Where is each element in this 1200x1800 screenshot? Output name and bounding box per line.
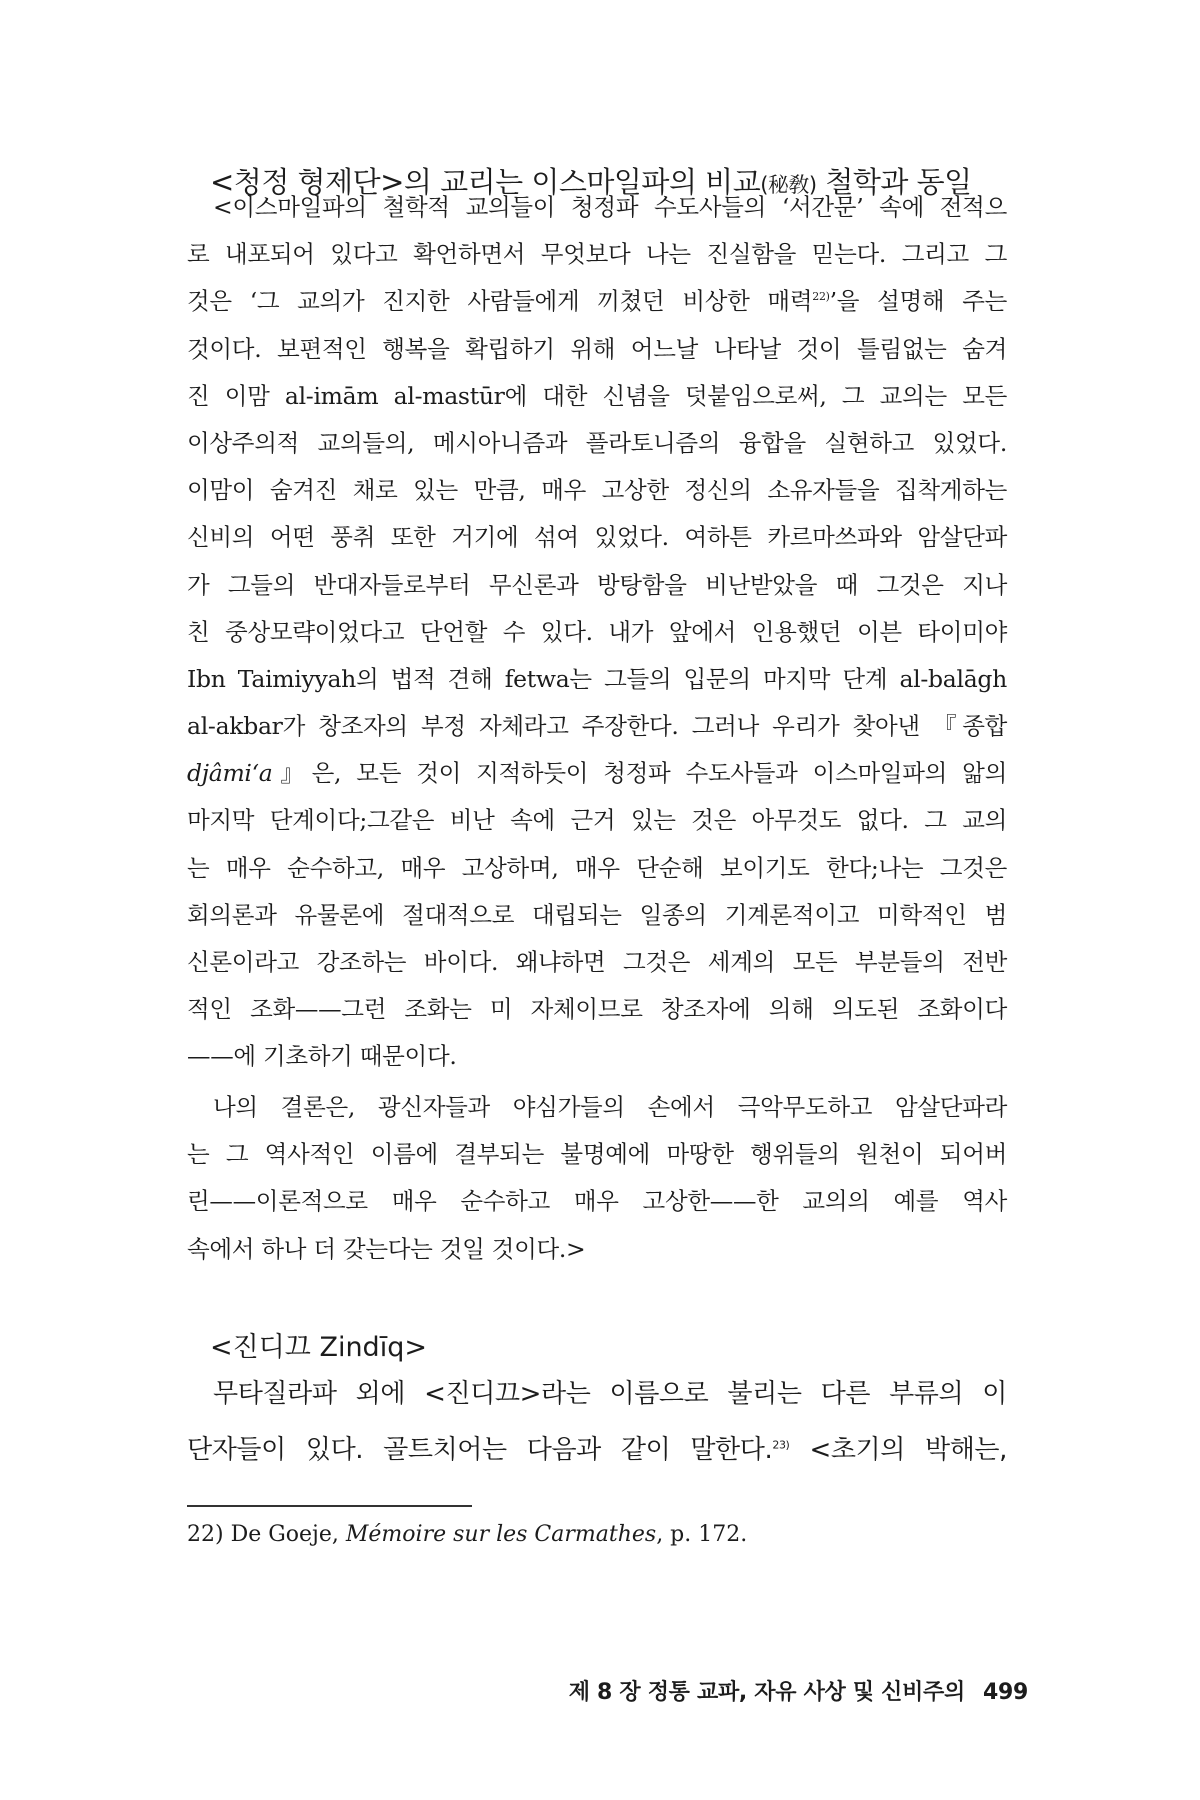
text-line: djâmi‘a』은, 모든 것이 지적하듯이 청정파 수도사들과 이스마일파의 앎의 — [187, 759, 1007, 788]
text-line: ——에 기초하기 때문이다. — [187, 1042, 457, 1071]
page-number: 499 — [982, 1680, 1028, 1705]
heading-text-end: 철학과 동일 — [816, 165, 972, 199]
text-line: 는 그 역사적인 이름에 결부되는 불명예에 마땅한 행위들의 원천이 되어버 — [187, 1140, 1007, 1169]
running-footer — [468, 1675, 1028, 1706]
text-line: 마지막 단계이다;그같은 비난 속에 근거 있는 것은 아무것도 없다. 그 교의 — [187, 806, 1007, 835]
heading-hanja: (秘敎) — [760, 173, 817, 197]
footnote-divider — [187, 1505, 472, 1507]
text-line: 로 내포되어 있다고 확언하면서 무엇보다 나는 진실함을 믿는다. 그리고 그 — [187, 240, 1007, 269]
text-line: 친 중상모략이었다고 단언할 수 있다. 내가 앞에서 인용했던 이븐 타이미야 — [187, 617, 1007, 646]
text-line: 이맘이 숨겨진 채로 있는 만큼, 매우 고상한 정신의 소유자들을 집착게하는 — [187, 476, 1007, 505]
text-line: 무타질라파 외에 <진디끄>라는 이름으로 불리는 다른 부류의 이 — [213, 1379, 1007, 1409]
text-line: 신비의 어떤 풍취 또한 거기에 섞여 있었다. 여하튼 카르마쓰파와 암살단파 — [187, 523, 1007, 552]
text-line: 단자들이 있다. 골트치어는 다음과 같이 말한다.$^{23)}$ <초기의 박해는, — [187, 1435, 1007, 1465]
chapter-title: 제 8 장 정통 교파, 자유 사상 및 신비주의 — [568, 1680, 965, 1705]
text-line: 것이다. 보편적인 행복을 확립하기 위해 어느날 나타날 것이 틀림없는 숨겨 — [187, 334, 1007, 363]
text-line: Ibn Taimiyyah의 법적 견해 fetwa는 그들의 입문의 마지막 단계 al-balāgh — [187, 664, 1007, 693]
text-line: 나의 결론은, 광신자들과 야심가들의 손에서 극악무도하고 암살단파라 — [213, 1093, 1007, 1121]
text-line: 것은 ‘그 교의가 진지한 사람들에게 끼쳤던 비상한 매력$^{22)}$’을 설명해 주는 — [187, 287, 1008, 316]
text-line: 적인 조화——그런 조화는 미 자체이므로 창조자에 의해 의도된 조화이다 — [187, 995, 1007, 1024]
text-line: 는 매우 순수하고, 매우 고상하며, 매우 단순해 보이기도 한다;나는 그것은 — [187, 853, 1007, 882]
heading-text: <청정 형제단>의 교리는 이스마일파의 비교 — [210, 165, 761, 199]
footnote-ref: 22) — [812, 290, 830, 304]
subheading-zindiq: <진디끄 Zindīq> — [210, 1332, 427, 1363]
text-line: 진 이맘 al-imām al-mastūr에 대한 신념을 덧붙임으로써, 그 교의는 모든 — [187, 381, 1007, 410]
text-line: al-akbar가 창조자의 부정 자체라고 주장한다. 그러나 우리가 찾아낸 『종합 — [187, 712, 1007, 741]
footnote-ref: 23) — [772, 1438, 790, 1452]
text-line: <이스마일파의 철학적 교의들이 청정파 수도사들의 ‘서간문’ 속에 전적으 — [213, 193, 1007, 221]
paragraph-quote — [187, 184, 1007, 1081]
text-line: 가 그들의 반대자들로부터 무신론과 방탕함을 비난받았을 때 그것은 지나 — [187, 570, 1007, 599]
paragraph-conclusion — [187, 1084, 1007, 1273]
text-line: 회의론과 유물론에 절대적으로 대립되는 일종의 기계론적이고 미학적인 범 — [187, 900, 1007, 929]
footnote-22: 22) De Goeje, Mémoire sur les Carmathes, p. 172. — [187, 1522, 748, 1547]
paragraph-zindiq — [187, 1366, 1007, 1478]
text-line: 신론이라고 강조하는 바이다. 왜냐하면 그것은 세계의 모든 부분들의 전반 — [187, 948, 1007, 976]
text-line: 속에서 하나 더 갖는다는 것일 것이다.> — [187, 1234, 586, 1263]
text-line: 린——이론적으로 매우 순수하고 매우 고상한——한 교의의 예를 역사 — [187, 1187, 1007, 1216]
text-line: 이상주의적 교의들의, 메시아니즘과 플라토니즘의 융합을 실현하고 있었다. — [187, 428, 1007, 457]
